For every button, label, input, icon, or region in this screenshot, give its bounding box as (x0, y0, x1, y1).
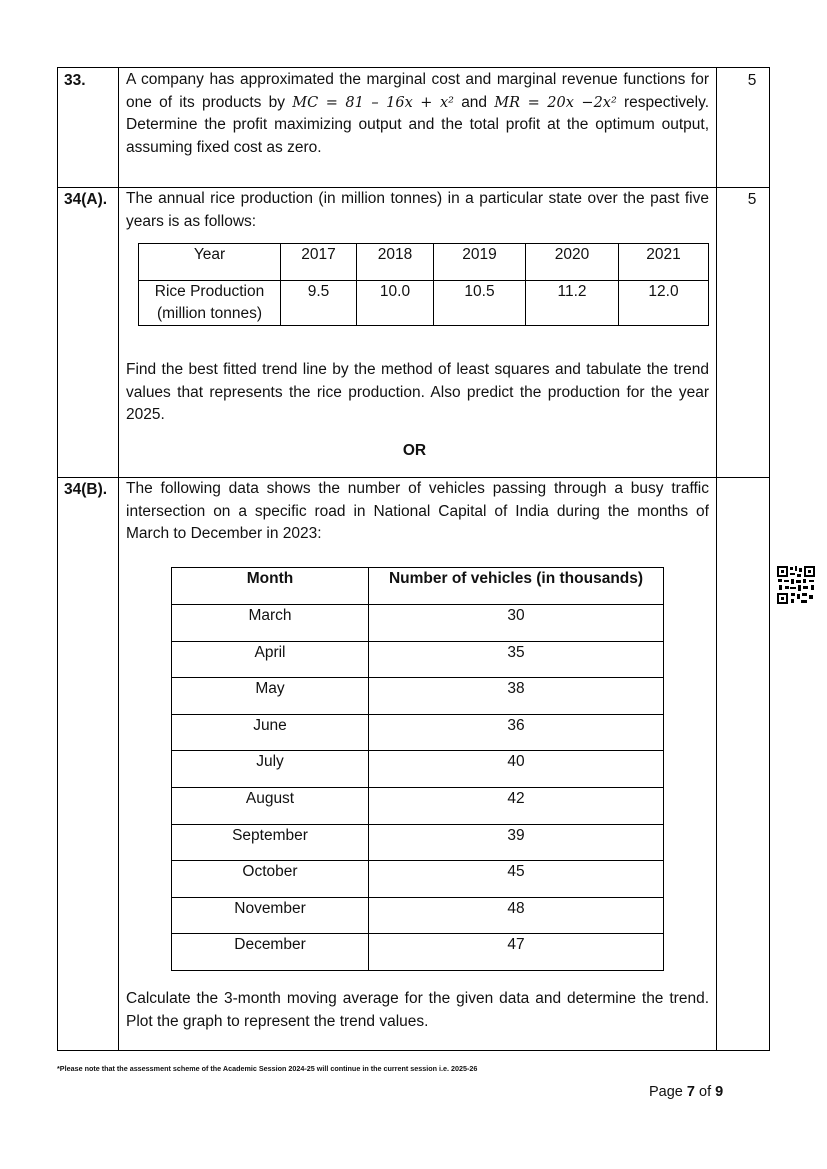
vehicles-cell: 47 (369, 934, 664, 971)
table-row (172, 751, 664, 788)
month-cell: August (172, 787, 369, 824)
table-cell: 2019 (434, 244, 526, 281)
month-cell: December (172, 934, 369, 971)
table-row (172, 861, 664, 898)
table-cell: 10.0 (357, 281, 434, 326)
question-34b-text: Calculate the 3-month moving average for the given data and determine the trend. Plot the graph to represent the trend values. (126, 990, 709, 1030)
page-number (649, 1084, 723, 1100)
month-cell: March (172, 605, 369, 642)
month-cell: July (172, 751, 369, 788)
month-cell: June (172, 714, 369, 751)
table-cell: 2021 (619, 244, 709, 281)
month-cell: September (172, 824, 369, 861)
question-34b-intro: The following data shows the number of vehicles passing through a busy traffic intersection on a specific road in National Capital of India during the months of March to December in 2023: (126, 480, 709, 542)
vehicles-cell: 36 (369, 714, 664, 751)
table-row (139, 244, 709, 281)
marks: 5 (747, 191, 757, 208)
table-cell: 9.5 (281, 281, 357, 326)
table-cell: 12.0 (619, 281, 709, 326)
month-cell: May (172, 678, 369, 715)
vehicles-cell: 39 (369, 824, 664, 861)
marks: 5 (747, 72, 757, 89)
table-cell: 11.2 (526, 281, 619, 326)
month-cell: November (172, 897, 369, 934)
table-cell: 2020 (526, 244, 619, 281)
table-row (172, 897, 664, 934)
qr-code (776, 565, 816, 610)
vehicles-cell: 42 (369, 787, 664, 824)
table-header-row (172, 568, 664, 605)
question-text: A company has approximated the marginal cost and marginal revenue functions for one of its products by (126, 71, 709, 111)
total-pages: 9 (715, 1084, 724, 1100)
row-label: (million tonnes) (156, 305, 263, 322)
conjunction-text: and (461, 93, 488, 111)
vehicles-cell: 35 (369, 641, 664, 678)
table-row (172, 824, 664, 861)
vehicles-cell: 40 (369, 751, 664, 788)
rice-production-table (138, 243, 709, 326)
question-34a-intro: The annual rice production (in million tonnes) in a particular state over the past five years is as follows: (126, 190, 709, 230)
question-34a-text: Find the best fitted trend line by the method of least squares and tabulate the trend values that represents the rice production. Also predict the production for the year 2025. (126, 361, 709, 423)
table-row (172, 934, 664, 971)
table-row (139, 281, 709, 326)
question-34a-row (58, 187, 769, 478)
question-33-text (126, 69, 709, 159)
table-cell: Year (139, 244, 281, 281)
vehicles-cell: 38 (369, 678, 664, 715)
mr-formula: MR = 20x −2x² (494, 94, 617, 111)
table-cell: 10.5 (434, 281, 526, 326)
question-34b-row (58, 477, 769, 1050)
table-row (172, 605, 664, 642)
month-cell: April (172, 641, 369, 678)
table-row (172, 641, 664, 678)
vehicles-table (171, 567, 664, 971)
page-of-label: of (699, 1084, 712, 1100)
question-number: 34(B). (64, 481, 108, 498)
month-cell: October (172, 861, 369, 898)
current-page: 7 (686, 1084, 695, 1100)
question-number: 34(A). (64, 191, 108, 208)
question-number: 33. (64, 72, 86, 89)
table-row (172, 714, 664, 751)
question-33-row (58, 68, 769, 188)
vehicles-cell: 30 (369, 605, 664, 642)
row-label: Rice Production (154, 283, 265, 300)
assessment-note: *Please note that the assessment scheme of the Academic Session 2024-25 will continue in the current session i.e. 2025-26 (57, 1064, 478, 1073)
vehicles-cell: 45 (369, 861, 664, 898)
column-header: Number of vehicles (in thousands) (369, 568, 664, 605)
mc-formula: MC = 81 – 16x + x² (292, 94, 454, 111)
table-row (172, 678, 664, 715)
column-header: Month (172, 568, 369, 605)
vehicles-cell: 48 (369, 897, 664, 934)
question-table (57, 67, 770, 1051)
table-row (172, 787, 664, 824)
table-cell: 2017 (281, 244, 357, 281)
or-separator: OR (402, 442, 427, 459)
qr-code-icon (776, 565, 816, 605)
page-label: Page (649, 1084, 683, 1100)
table-cell (139, 281, 281, 326)
question-text: respectively. Determine the profit maximizing output and the total profit at the optimum output, assuming fixed cost as zero. (126, 93, 710, 156)
table-cell: 2018 (357, 244, 434, 281)
